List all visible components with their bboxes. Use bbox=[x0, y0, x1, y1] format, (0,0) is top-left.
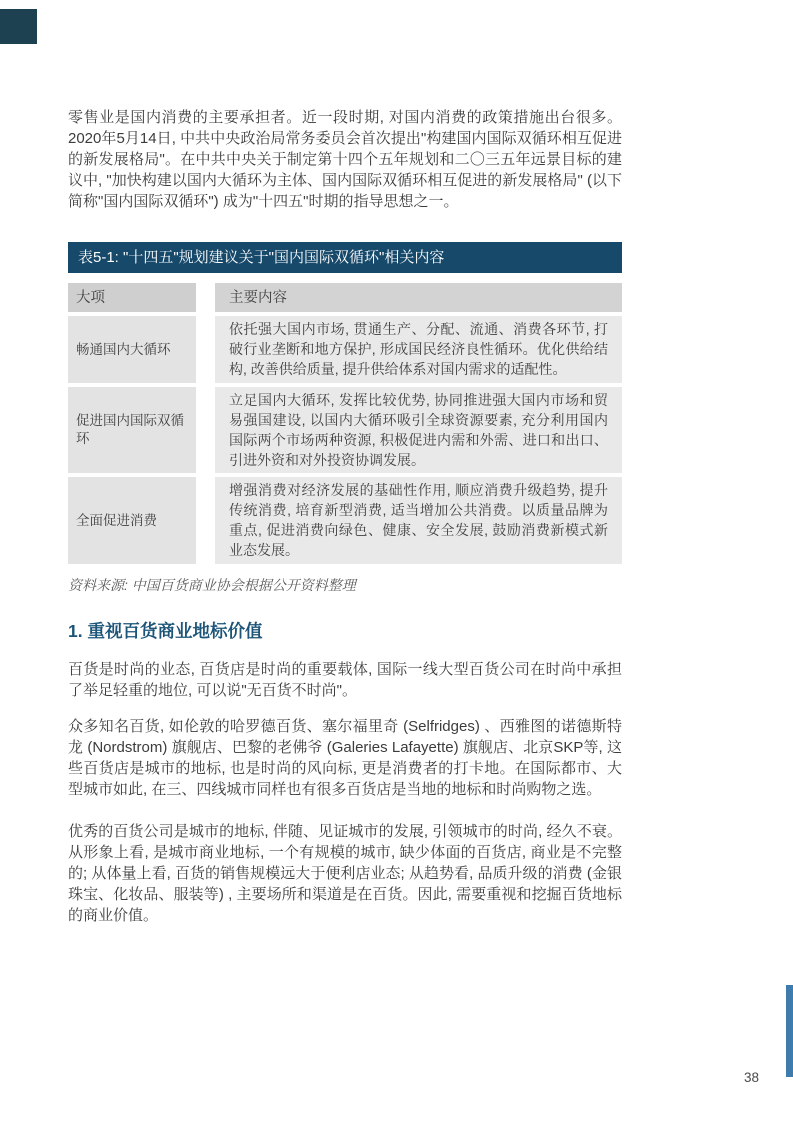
paragraph: 众多知名百货, 如伦敦的哈罗德百货、塞尔福里奇 (Selfridges) 、西雅图的诺德斯特龙 (Nordstrom) 旗舰店、巴黎的老佛爷 (Galeries Lafayette) 旗舰店、北京SKP等, 这些百货店是城市的地标, 也是时尚的风向标, 更是消费者的打卡地。在国际都市、大型城市如此, 在三、四线城市同样也有很多百货店是当地的地标和时尚购物之选。 bbox=[68, 718, 622, 798]
section-heading: 1. 重视百货商业地标价值 bbox=[68, 621, 263, 641]
paragraph: 优秀的百货公司是城市的地标, 伴随、见证城市的发展, 引领城市的时尚, 经久不衰。从形象上看, 是城市商业地标, 一个有规模的城市, 缺少体面的百货店, 商业是不完整的; 从体量上看, 百货的销售规模远大于便利店业态; 从趋势看, 品质升级的消费 (金银珠宝、化妆品、服装等) , 主要场所和渠道是在百货。因此, 需要重视和挖掘百货地标的商业价值。 bbox=[68, 823, 622, 924]
intro-paragraph: 零售业是国内消费的主要承担者。近一段时期, 对国内消费的政策措施出台很多。2020年5月14日, 中共中央政治局常务委员会首次提出"构建国内国际双循环相互促进的新发展格局"。在中共中央关于制定第十四个五年规划和二〇三五年远景目标的建议中, "加快构建以国内大循环为主体、国内国际双循环相互促进的新发展格局" (以下简称"国内国际双循环") 成为"十四五"时期的指导思想之一。 bbox=[68, 109, 622, 210]
source-note: 资料来源: 中国百货商业协会根据公开资料整理 bbox=[68, 577, 356, 593]
corner-decoration bbox=[0, 9, 37, 44]
table-row bbox=[68, 477, 622, 564]
row-item-label: 全面促进消费 bbox=[68, 477, 196, 564]
paragraph: 百货是时尚的业态, 百货店是时尚的重要载体, 国际一线大型百货公司在时尚中承担了举足轻重的地位, 可以说"无百货不时尚"。 bbox=[68, 661, 622, 699]
page-edge-bar bbox=[786, 985, 793, 1077]
page-number: 38 bbox=[744, 1070, 760, 1085]
column-header-content: 主要内容 bbox=[215, 283, 622, 312]
row-content: 依托强大国内市场, 贯通生产、分配、流通、消费各环节, 打破行业垄断和地方保护, 形成国民经济良性循环。优化供给结构, 改善供给质量, 提升供给体系对国内需求的适配性。 bbox=[215, 316, 622, 383]
column-header-item: 大项 bbox=[68, 283, 196, 312]
table-header-row bbox=[68, 283, 622, 312]
row-item-label: 畅通国内大循环 bbox=[68, 316, 196, 383]
table-title-bar: 表5-1: "十四五"规划建议关于"国内国际双循环"相关内容 bbox=[68, 242, 622, 273]
row-content: 增强消费对经济发展的基础性作用, 顺应消费升级趋势, 提升传统消费, 培育新型消费, 适当增加公共消费。以质量品牌为重点, 促进消费向绿色、健康、安全发展, 鼓励消费新模式新业态发展。 bbox=[215, 477, 622, 564]
table-row bbox=[68, 316, 622, 383]
row-item-label: 促进国内国际双循环 bbox=[68, 387, 196, 473]
row-content: 立足国内大循环, 发挥比较优势, 协同推进强大国内市场和贸易强国建设, 以国内大循环吸引全球资源要素, 充分利用国内国际两个市场两种资源, 积极促进内需和外需、进口和出口、引进外资和对外投资协调发展。 bbox=[215, 387, 622, 473]
table-row bbox=[68, 387, 622, 473]
